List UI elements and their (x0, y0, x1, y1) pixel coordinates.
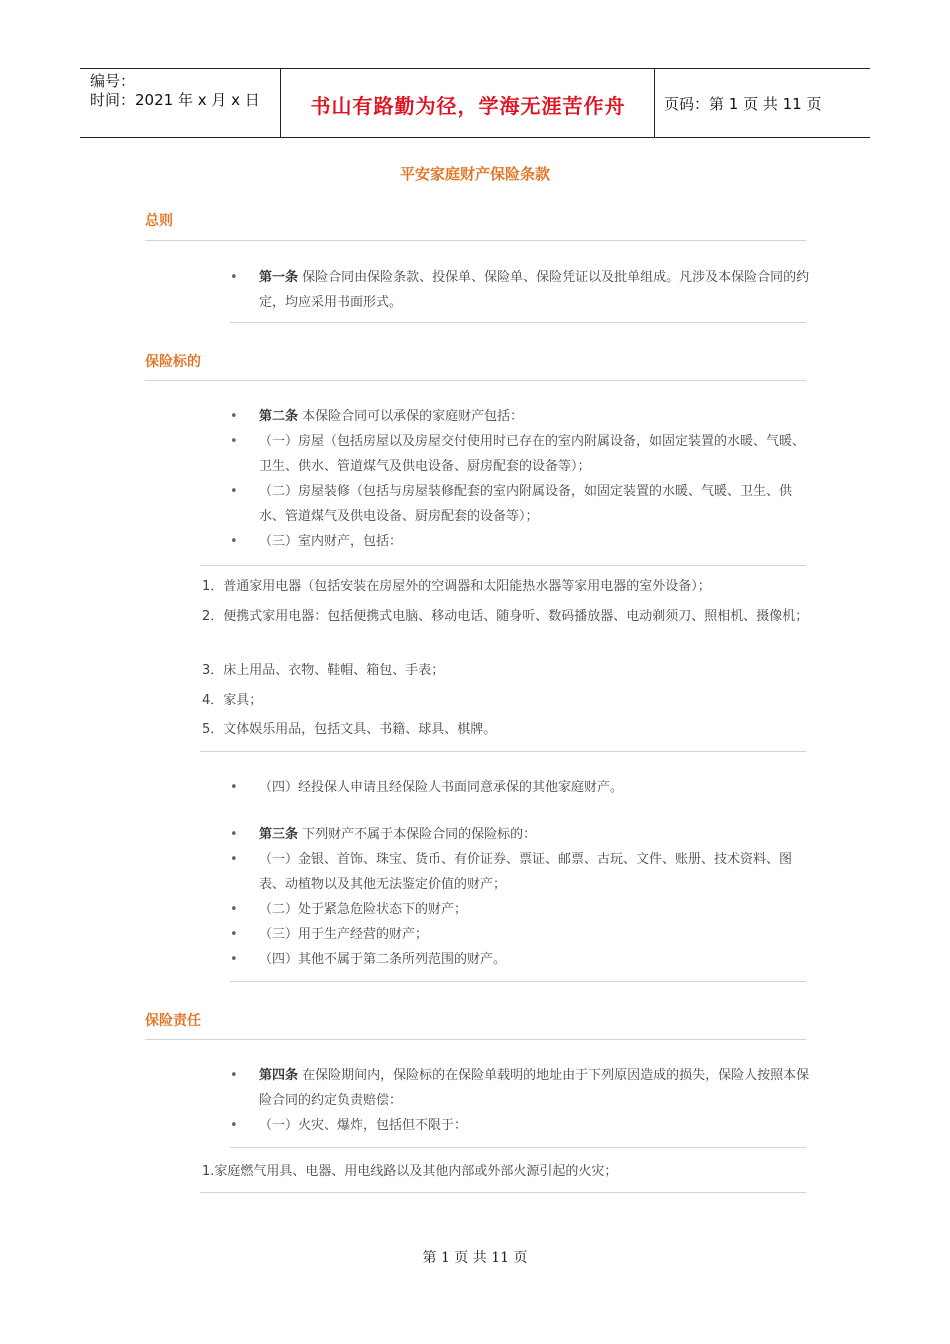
list-rule (230, 981, 806, 982)
document-date-label: 时间：2021 年 x 月 x 日 (90, 91, 260, 109)
bullet-icon: • (230, 780, 238, 795)
article-label: 第四条 (259, 1068, 299, 1083)
article-text: 本保险合同可以承保的家庭财产包括： (298, 409, 524, 424)
section-rule (145, 380, 806, 381)
numbered-item: 4．家具； (202, 693, 263, 708)
list-item-text: （一）房屋（包括房屋以及房屋交付使用时已存在的室内附属设备，如固定装置的水暖、气暖、卫生、供水、管道煤气及供电设备、厨房配套的设备等）； (259, 434, 806, 474)
bullet-icon: • (230, 534, 238, 549)
header-meta (90, 72, 260, 110)
list-rule (200, 565, 806, 566)
article-label: 第三条 (259, 827, 299, 842)
list-item-text: （四）经投保人申请且经保险人书面同意承保的其他家庭财产。 (259, 780, 624, 795)
list-item (230, 947, 810, 972)
list-item-article-4 (230, 1063, 810, 1113)
bullet-icon: • (230, 409, 238, 424)
bullet-icon: • (230, 484, 238, 499)
numbered-item: 1.家庭燃气用具、电器、用电线路以及其他内部或外部火源引起的火灾； (202, 1164, 618, 1179)
bullet-icon: • (230, 270, 238, 285)
bullet-icon: • (230, 1118, 238, 1133)
list-item-text: （三）室内财产，包括： (259, 534, 403, 549)
section-heading-subject: 保险标的 (145, 354, 201, 370)
article-text: 下列财产不属于本保险合同的保险标的： (298, 827, 537, 842)
numbered-item: 3．床上用品、衣物、鞋帽、箱包、手表； (202, 663, 445, 678)
section-rule (145, 240, 806, 241)
numbered-item: 5．文体娱乐用品，包括文具、书籍、球具、棋牌。 (202, 722, 497, 737)
list-item-article-3 (230, 822, 810, 847)
list-item-text: （三）用于生产经营的财产； (259, 927, 429, 942)
bullet-icon: • (230, 927, 238, 942)
list-item-article-1 (230, 265, 810, 315)
list-item (230, 922, 810, 947)
list-rule (230, 1147, 806, 1148)
header-divider (654, 69, 655, 137)
document-number-label: 编号： (90, 72, 136, 90)
bullet-icon: • (230, 1068, 238, 1083)
section-heading-general: 总则 (145, 213, 173, 229)
article-text: 保险合同由保险条款、投保单、保险单、保险凭证以及批单组成。凡涉及本保险合同的约定，均应采用书面形式。 (259, 270, 810, 310)
list-item (230, 479, 810, 529)
footer-page-number: 第 1 页 共 11 页 (422, 1250, 528, 1266)
bullet-icon: • (230, 902, 238, 917)
bullet-icon: • (230, 827, 238, 842)
list-item-text: （二）房屋装修（包括与房屋装修配套的室内附属设备，如固定装置的水暖、气暖、卫生、供水、管道煤气及供电设备、厨房配套的设备等）； (259, 484, 793, 524)
list-item (230, 429, 810, 479)
list-item (230, 897, 810, 922)
section-rule (145, 1039, 806, 1040)
section-heading-liability: 保险责任 (145, 1013, 201, 1029)
list-item-text: （四）其他不属于第二条所列范围的财产。 (259, 952, 507, 967)
article-text: 在保险期间内，保险标的在保险单载明的地址由于下列原因造成的损失，保险人按照本保险合同的约定负责赔偿： (259, 1068, 810, 1108)
list-rule (230, 322, 806, 323)
numbered-item: 1．普通家用电器（包括安装在房屋外的空调器和太阳能热水器等家用电器的室外设备）； (202, 579, 711, 594)
document-title: 平安家庭财产保险条款 (399, 165, 550, 183)
list-item (230, 529, 810, 554)
article-label: 第一条 (259, 270, 299, 285)
list-item-text: （一）金银、首饰、珠宝、货币、有价证券、票证、邮票、古玩、文件、账册、技术资料、图表、动植物以及其他无法鉴定价值的财产； (259, 852, 793, 892)
list-item-article-2 (230, 404, 810, 429)
list-item (230, 1113, 810, 1138)
bullet-icon: • (230, 852, 238, 867)
header-divider (280, 69, 281, 137)
numbered-item: 2．便携式家用电器：包括便携式电脑、移动电话、随身听、数码播放器、电动剃须刀、照相机、摄像机； (202, 609, 809, 624)
header-motto: 书山有路勤为径，学海无涯苦作舟 (310, 94, 626, 118)
list-item (230, 775, 810, 800)
list-rule (200, 751, 806, 752)
list-item (230, 847, 810, 897)
bullet-icon: • (230, 952, 238, 967)
list-item-text: （一）火灾、爆炸，包括但不限于： (259, 1118, 468, 1133)
bullet-icon: • (230, 434, 238, 449)
list-item-text: （二）处于紧急危险状态下的财产； (259, 902, 468, 917)
list-rule (200, 1192, 806, 1193)
header-page-number: 页码：第 1 页 共 11 页 (664, 95, 822, 113)
article-label: 第二条 (259, 409, 299, 424)
